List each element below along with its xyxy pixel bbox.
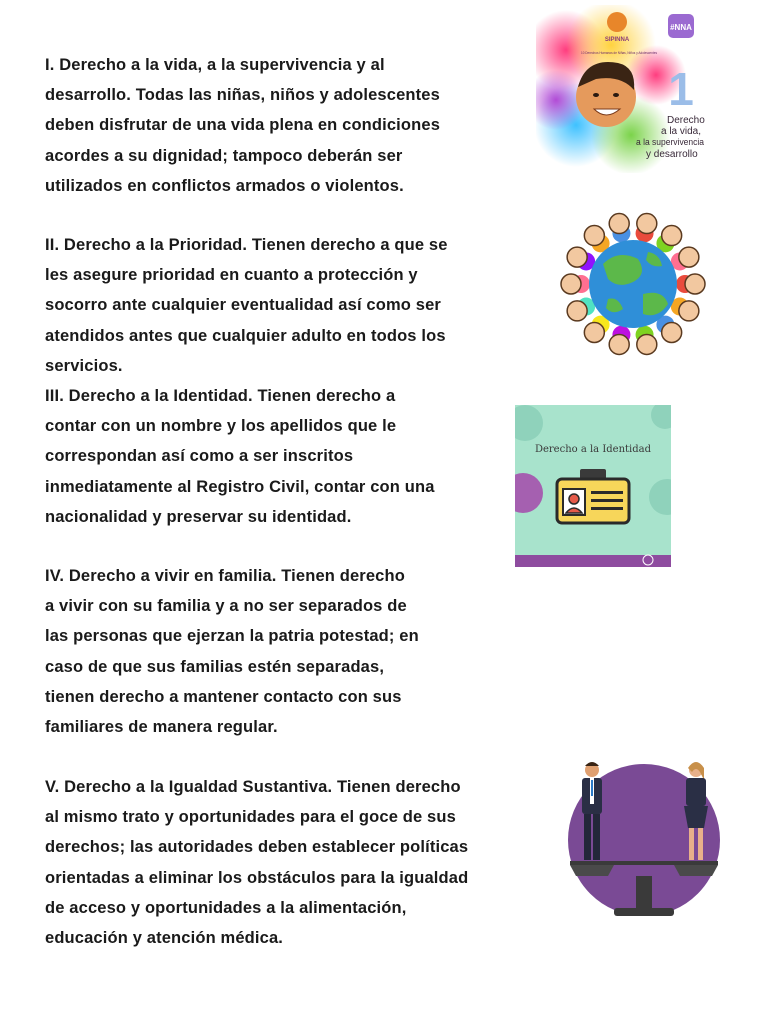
text-line: al mismo trato y oportunidades para el goce de sus <box>45 808 456 827</box>
child-head <box>637 214 657 234</box>
child-head <box>685 274 705 294</box>
text-line: nacionalidad y preservar su identidad. <box>45 507 352 526</box>
text-line: a vivir con su familia y a no ser separados de <box>45 597 407 616</box>
text-line: tienen derecho a mantener contacto con sus <box>45 687 402 706</box>
poster-number: 1 <box>668 63 694 115</box>
poster-badge: #NNA <box>670 23 692 32</box>
text-line: orientadas a eliminar los obstáculos para la igualdad <box>45 868 469 887</box>
text-line: familiares de manera regular. <box>45 718 278 737</box>
text-line: III. Derecho a la Identidad. Tienen derecho a <box>45 387 396 405</box>
poster-caption-line: a la vida, <box>661 126 702 137</box>
section-prioridad <box>45 230 448 381</box>
text-line: inmediatamente al Registro Civil, contar con una <box>45 477 435 496</box>
text-line: las personas que ejerzan la patria potestad; en <box>45 627 419 646</box>
poster-caption-line: Derecho <box>667 115 705 126</box>
section-igualdad <box>45 772 468 953</box>
text-line: correspondan así como a ser inscritos <box>45 447 354 466</box>
section-familia <box>45 561 419 742</box>
child-head <box>567 247 587 267</box>
child-head <box>584 322 604 342</box>
poster-logo-text: SIPINNA <box>604 37 630 43</box>
text-line: contar con un nombre y los apellidos que le <box>45 417 397 436</box>
text-line: utilizados en conflictos armados o violentos. <box>45 176 404 195</box>
text-line: educación y atención médica. <box>45 929 284 948</box>
text-line: deben disfrutar de una vida plena en condiciones <box>45 116 441 135</box>
text-line: servicios. <box>45 356 123 375</box>
text-line: les asegure prioridad en cuanto a protección y <box>45 266 418 285</box>
child-head <box>679 301 699 321</box>
text-line: I. Derecho a la vida, a la supervivencia y al <box>45 56 385 74</box>
text-line: II. Derecho a la Prioridad. Tienen derecho a que se <box>45 236 448 254</box>
children-globe-image <box>548 204 718 364</box>
section-identidad <box>45 381 435 532</box>
text-line: acordes a su dignidad; tampoco deberán ser <box>45 146 403 165</box>
identidad-title: Derecho a la Identidad <box>534 444 652 455</box>
text-line: de acceso y oportunidades a la alimentación, <box>45 898 407 917</box>
child-head <box>609 334 629 354</box>
text-line: socorro ante cualquier eventualidad así como ser <box>45 296 441 315</box>
section-vida <box>45 50 440 201</box>
poster-caption-line: a la supervivencia <box>636 137 704 147</box>
igualdad-image <box>562 758 722 924</box>
child-head <box>609 214 629 234</box>
text-line: derechos; las autoridades deben establecer políticas <box>45 838 469 857</box>
child-head <box>567 301 587 321</box>
identidad-image <box>515 405 671 567</box>
text-line: IV. Derecho a vivir en familia. Tienen derecho <box>45 567 405 585</box>
child-head <box>662 322 682 342</box>
poster-subtitle: 10 Derechos Humanos de Niñas, Niños y Adolescentes <box>581 50 657 55</box>
child-head <box>679 247 699 267</box>
text-line: atendidos antes que cualquier adulto en todos los <box>45 326 446 345</box>
child-head <box>584 226 604 246</box>
text-line: V. Derecho a la Igualdad Sustantiva. Tienen derecho <box>45 778 461 796</box>
child-head <box>637 334 657 354</box>
text-line: caso de que sus familias estén separadas, <box>45 657 385 676</box>
vida-poster-image <box>536 5 706 173</box>
child-head <box>662 226 682 246</box>
poster-caption-line: y desarrollo <box>646 149 698 160</box>
child-head <box>561 274 581 294</box>
text-line: desarrollo. Todas las niñas, niños y adolescentes <box>45 86 440 105</box>
